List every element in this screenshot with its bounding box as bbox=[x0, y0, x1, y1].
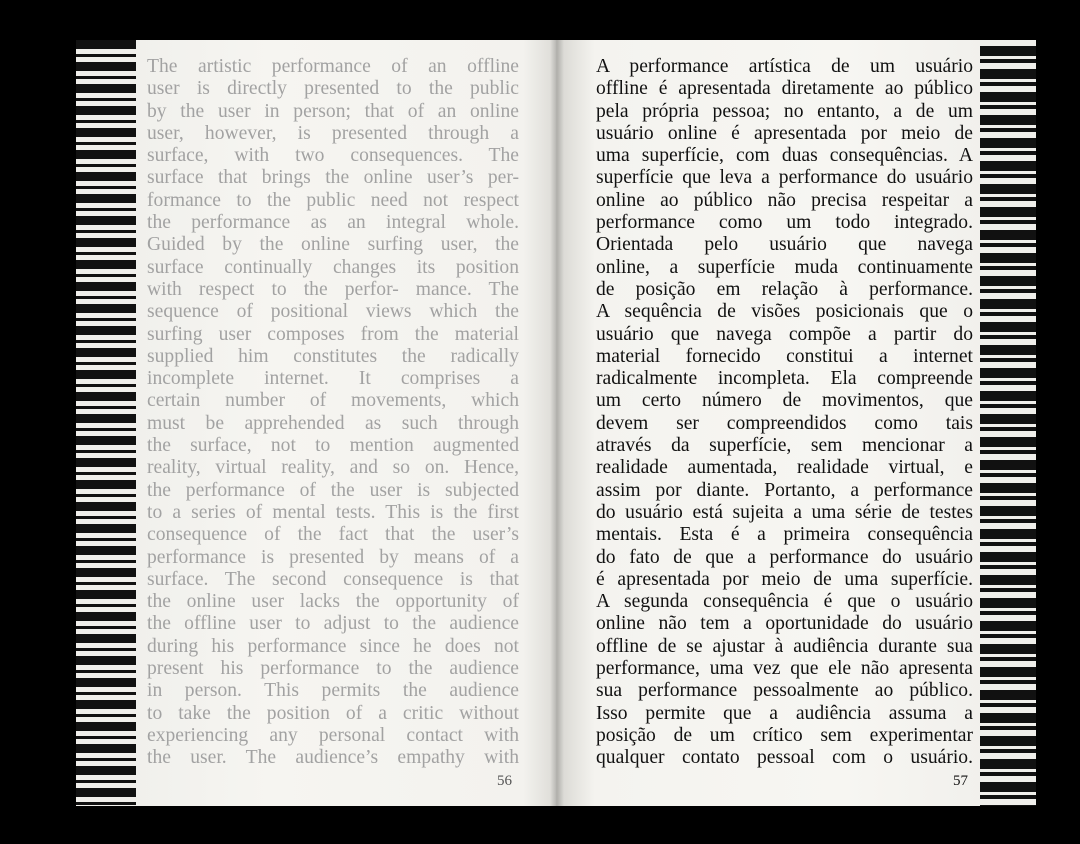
text-line: experiencing any personal contact with bbox=[147, 724, 519, 746]
right-page bbox=[556, 40, 1036, 806]
left-edge-stripes bbox=[76, 40, 136, 806]
text-line: to a series of mental tests. This is the first bbox=[147, 501, 519, 523]
text-line: A sequência de visões posicionais que o bbox=[596, 301, 973, 323]
text-line: consequence of the fact that the user’s bbox=[147, 524, 519, 546]
text-line: Orientada pelo usuário que navega bbox=[596, 234, 973, 256]
text-line: surface that brings the online user’s per- bbox=[147, 167, 519, 189]
text-line: must be apprehended as such through bbox=[147, 412, 519, 434]
text-line: offline de se ajustar à audiência durante sua bbox=[596, 635, 973, 657]
text-line: the performance of the user is subjected bbox=[147, 479, 519, 501]
text-line: Isso permite que a audiência assuma a bbox=[596, 702, 973, 724]
text-line: supplied him constitutes the radically bbox=[147, 345, 519, 367]
text-line: posição de um crítico sem experimentar bbox=[596, 724, 973, 746]
text-line: realidade aumentada, realidade virtual, e bbox=[596, 457, 973, 479]
text-line: performance is presented by means of a bbox=[147, 546, 519, 568]
text-line: assim por diante. Portanto, a performance bbox=[596, 479, 973, 501]
text-line: the offline user to adjust to the audience bbox=[147, 613, 519, 635]
text-line: with respect to the perfor- mance. The bbox=[147, 278, 519, 300]
text-line: material fornecido constitui a internet bbox=[596, 345, 973, 367]
text-line: pela própria pessoa; no entanto, a de um bbox=[596, 100, 973, 122]
text-line: A segunda consequência é que o usuário bbox=[596, 591, 973, 613]
text-line: surface continually changes its position bbox=[147, 256, 519, 278]
text-line: user is directly presented to the public bbox=[147, 78, 519, 100]
book-spread bbox=[76, 40, 1036, 806]
text-line: devem ser compreendidos como tais bbox=[596, 412, 973, 434]
text-line: reality, virtual reality, and so on. Hence, bbox=[147, 457, 519, 479]
text-line: performance, uma vez que ele não apresenta bbox=[596, 658, 973, 680]
text-line: during his performance since he does not bbox=[147, 635, 519, 657]
text-line: sua performance pessoalmente ao público. bbox=[596, 680, 973, 702]
text-line: offline é apresentada diretamente ao público bbox=[596, 78, 973, 100]
text-line: surface, with two consequences. The bbox=[147, 145, 519, 167]
text-line: através da superfície, sem mencionar a bbox=[596, 435, 973, 457]
text-line: by the user in person; that of an online bbox=[147, 100, 519, 122]
text-line: é apresentada por meio de uma superfície. bbox=[596, 568, 973, 590]
text-line: user, however, is presented through a bbox=[147, 122, 519, 144]
text-line: um certo número de movimentos, que bbox=[596, 390, 973, 412]
left-page-body-text bbox=[147, 56, 519, 770]
text-line: mentais. Esta é a primeira consequência bbox=[596, 524, 973, 546]
left-page-number: 56 bbox=[497, 773, 512, 789]
text-line: formance to the public need not respect bbox=[147, 189, 519, 211]
text-line: usuário online é apresentada por meio de bbox=[596, 122, 973, 144]
text-line: performance como um todo integrado. bbox=[596, 212, 973, 234]
text-line: present his performance to the audience bbox=[147, 658, 519, 680]
book-gutter bbox=[550, 40, 564, 806]
text-line: the user. The audience’s empathy with bbox=[147, 747, 519, 769]
text-line: the performance as an integral whole. bbox=[147, 212, 519, 234]
right-page-number: 57 bbox=[953, 773, 968, 789]
text-line: online ao público não precisa respeitar a bbox=[596, 189, 973, 211]
text-line: usuário que navega compõe a partir do bbox=[596, 323, 973, 345]
text-line: de posição em relação à performance. bbox=[596, 278, 973, 300]
text-line: to take the position of a critic without bbox=[147, 702, 519, 724]
text-line: do usuário está sujeita a uma série de testes bbox=[596, 501, 973, 523]
text-line: radicalmente incompleta. Ela compreende bbox=[596, 368, 973, 390]
text-line: in person. This permits the audience bbox=[147, 680, 519, 702]
text-line: uma superfície, com duas consequências. A bbox=[596, 145, 973, 167]
text-line: the online user lacks the opportunity of bbox=[147, 591, 519, 613]
text-line: do fato de que a performance do usuário bbox=[596, 546, 973, 568]
text-line: incomplete internet. It comprises a bbox=[147, 368, 519, 390]
text-line: A performance artística de um usuário bbox=[596, 56, 973, 77]
text-line: surface. The second consequence is that bbox=[147, 568, 519, 590]
text-line: Guided by the online surfing user, the bbox=[147, 234, 519, 256]
right-page-body-text bbox=[596, 56, 973, 770]
text-line: online não tem a oportunidade do usuário bbox=[596, 613, 973, 635]
right-edge-stripes bbox=[980, 40, 1036, 806]
text-line: superfície que leva a performance do usuário bbox=[596, 167, 973, 189]
text-line: qualquer contato pessoal com o usuário. bbox=[596, 747, 973, 769]
text-line: surfing user composes from the material bbox=[147, 323, 519, 345]
left-page bbox=[76, 40, 562, 806]
text-line: online, a superfície muda continuamente bbox=[596, 256, 973, 278]
text-line: sequence of positional views which the bbox=[147, 301, 519, 323]
text-line: The artistic performance of an offline bbox=[147, 56, 519, 77]
text-line: certain number of movements, which bbox=[147, 390, 519, 412]
text-line: the surface, not to mention augmented bbox=[147, 435, 519, 457]
